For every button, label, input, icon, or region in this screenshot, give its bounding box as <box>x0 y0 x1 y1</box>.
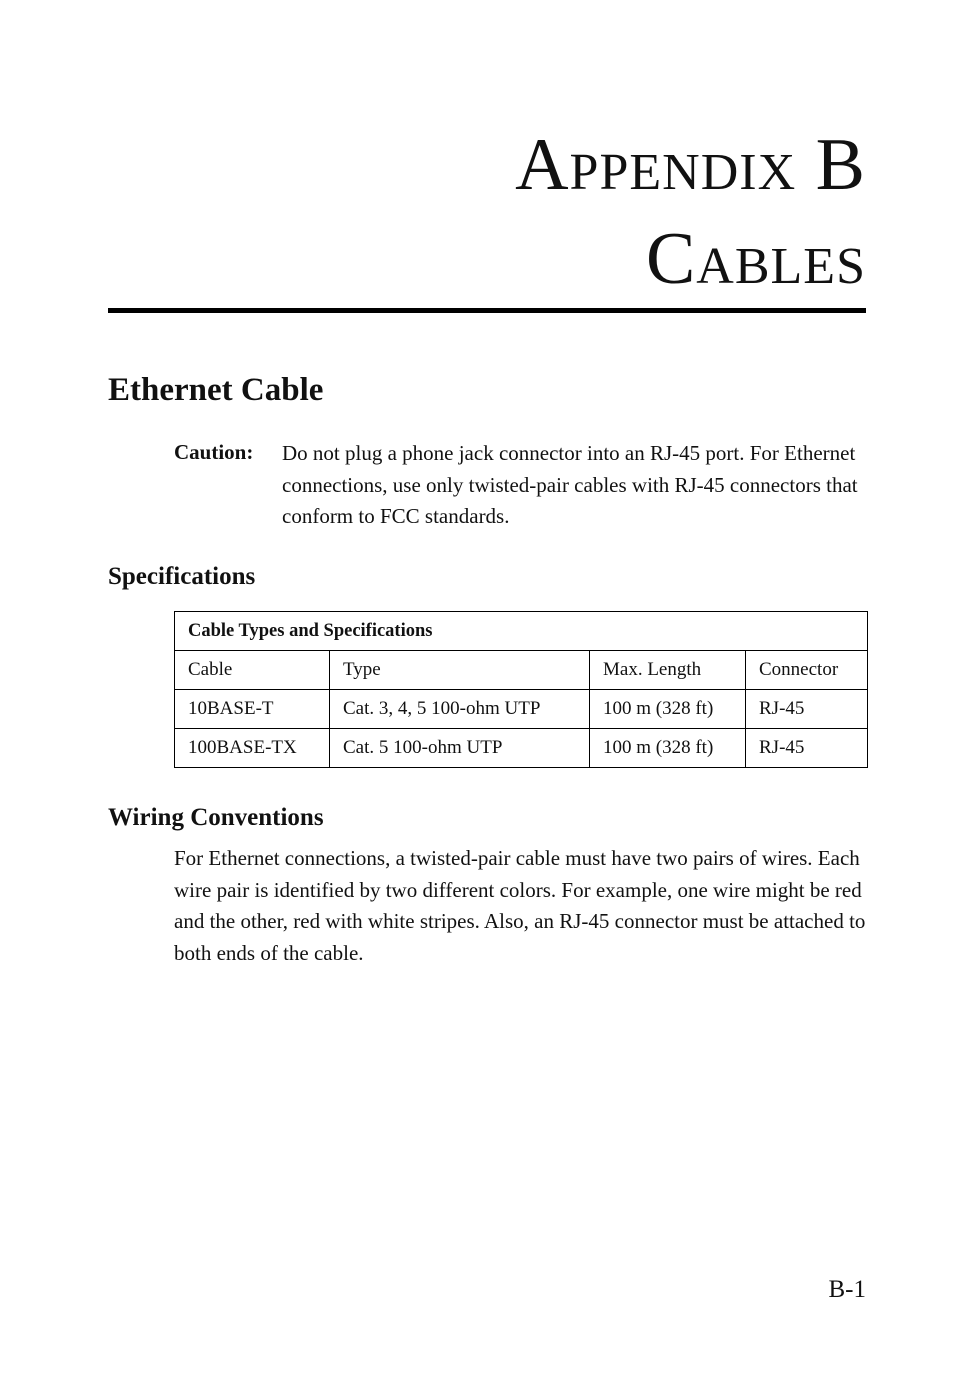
table-row <box>175 729 868 768</box>
table-caption: Cable Types and Specifications <box>175 612 868 651</box>
wiring-text: For Ethernet connections, a twisted-pair cable must have two pairs of wires. Each wire pair is identified by two different colors. For example, one wire might be red and the other, red with white stripes. Also, an RJ-45 connector must be attached to both ends of the cable. <box>174 846 866 965</box>
page-number: B-1 <box>828 1276 866 1303</box>
appendix-title: Appendix B <box>515 124 866 206</box>
table-row <box>175 690 868 729</box>
section-heading: Ethernet Cable <box>108 372 324 408</box>
table-cell: RJ-45 <box>746 729 868 768</box>
table-header-row <box>175 651 868 690</box>
header-cell: Max. Length <box>590 651 746 690</box>
table-cell: 10BASE-T <box>175 690 330 729</box>
header-cell: Connector <box>746 651 868 690</box>
caution-label: Caution: <box>174 440 254 464</box>
header-cell: Cable <box>175 651 330 690</box>
wiring-heading: Wiring Conventions <box>108 804 324 831</box>
table-cell: 100BASE-TX <box>175 729 330 768</box>
chapter-title: Cables <box>645 218 866 300</box>
caution-text: Do not plug a phone jack connector into an RJ-45 port. For Ethernet connections, use only twisted-pair cables with RJ-45 connectors that conform to FCC standards. <box>282 441 858 528</box>
table-cell: Cat. 5 100-ohm UTP <box>330 729 590 768</box>
specifications-heading: Specifications <box>108 563 256 590</box>
table-cell: Cat. 3, 4, 5 100-ohm UTP <box>330 690 590 729</box>
cable-specs-table <box>174 611 868 768</box>
table-cell: 100 m (328 ft) <box>590 690 746 729</box>
header-cell: Type <box>330 651 590 690</box>
table-cell: 100 m (328 ft) <box>590 729 746 768</box>
title-rule <box>108 308 866 313</box>
table-cell: RJ-45 <box>746 690 868 729</box>
